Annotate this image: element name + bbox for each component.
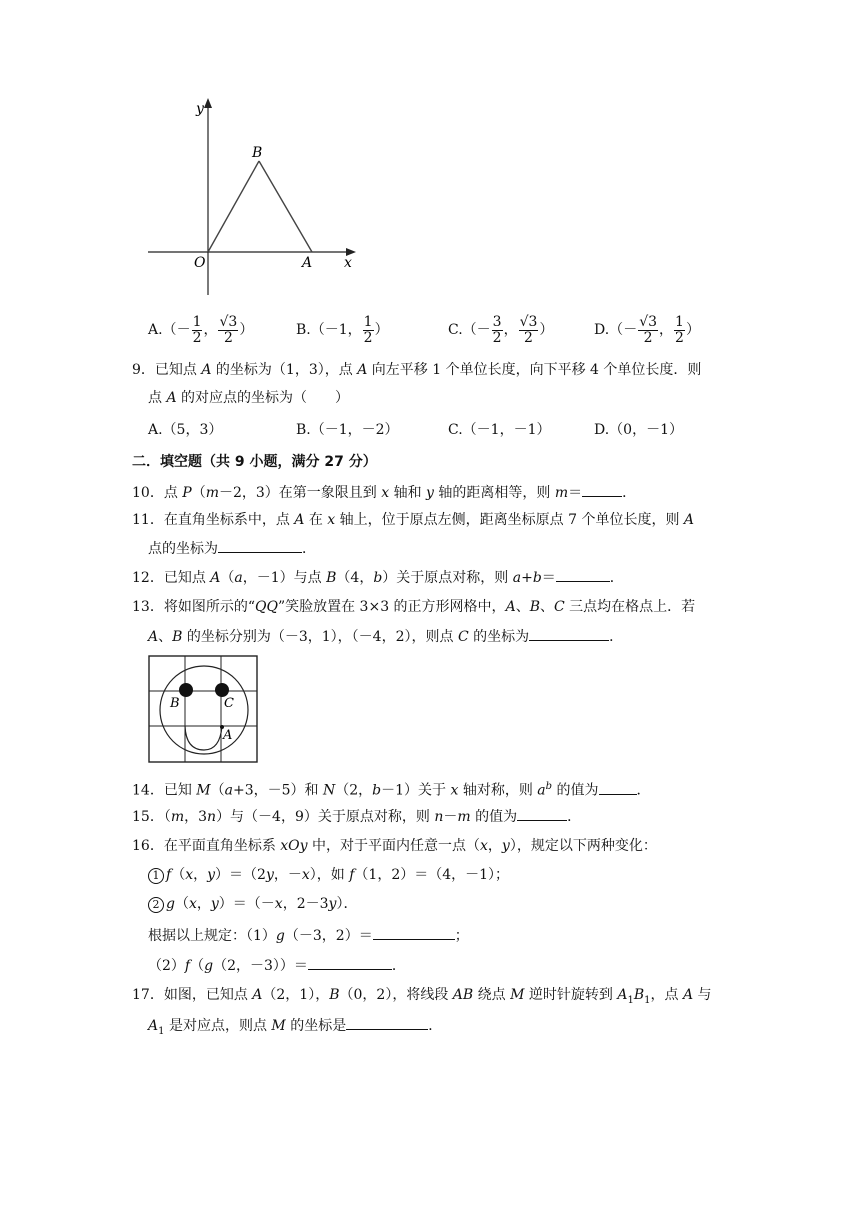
q16-line-1: 16．在平面直角坐标系 xOy 中，对于平面内任意一点（x，y），规定以下两种变化： [132, 838, 657, 854]
q9-option-b[interactable]: B.（－1，－2） [296, 422, 399, 438]
point-a-label: A [302, 255, 313, 271]
q11-line-2: 点的坐标为 ． [148, 538, 316, 559]
q13-line-2: A、B 的坐标分别为（－3，1），（－4，2），则点 C 的坐标为 ． [148, 626, 623, 647]
point-a-label: A [223, 728, 233, 743]
fraction: $\frac{1}{2}$ [363, 313, 373, 346]
answer-blank[interactable] [346, 1015, 428, 1030]
q9-line-1: 9．已知点 A 的坐标为（1，3），点 A 向左平移 1 个单位长度，向下平移 4 个单位长度．则 [132, 362, 702, 378]
q16-rule-2: 2 g（x，y）＝（－x，2－3y）． [148, 894, 357, 914]
q8-option-a[interactable]: A.（－ $\frac{1}{2}$ ， $\frac{√3}{2}$ ） [148, 313, 254, 346]
point-b-label: B [252, 145, 263, 161]
answer-blank[interactable] [308, 955, 392, 970]
q17-line-1: 17．如图，已知点 A（2，1），B（0，2），将线段 AB 绕点 M 逆时针旋转到 $A_1B_1$，点 A 与 [132, 987, 712, 1006]
q9-option-c[interactable]: C.（－1，－1） [448, 422, 551, 438]
y-axis-label: y [196, 101, 204, 117]
smiley-grid-figure [148, 655, 260, 765]
q16-rule-1: 1 f（x，y）＝（2y，－x），如 f（1，2）＝（4，－1）； [148, 865, 509, 885]
q13-line-1: 13．将如图所示的“QQ”笑脸放置在 3×3 的正方形网格中，A、B、C 三点均在格点上．若 [132, 599, 696, 615]
section-heading: 二．填空题（共 9 小题，满分 27 分） [132, 454, 377, 470]
fraction: $\frac{√3}{2}$ [219, 313, 238, 346]
q9-option-a[interactable]: A.（5，3） [148, 422, 223, 438]
answer-blank[interactable] [218, 538, 302, 553]
fraction: $\frac{1}{2}$ [675, 313, 684, 346]
q8-option-d[interactable]: D.（－ $\frac{√3}{2}$ ， $\frac{1}{2}$ ） [594, 313, 700, 346]
point-c-label: C [224, 696, 234, 711]
fraction: $\frac{√3}{2}$ [639, 313, 658, 346]
fraction: $\frac{√3}{2}$ [519, 313, 538, 346]
q9-line-2: 点 A 的对应点的坐标为（ ） [148, 390, 350, 406]
q10-text: 10．点 P（m－2，3）在第一象限且到 x 轴和 y 轴的距离相等，则 m＝ ． [132, 482, 636, 503]
x-axis-label: x [344, 255, 352, 271]
q12-text: 12．已知点 A（a，－1）与点 B（4，b）关于原点对称，则 a+b＝ ． [132, 567, 624, 588]
q14-text: 14．已知 M（a+3，－5）和 N（2，b－1）关于 x 轴对称，则 $a^b$ 的值为 ． [132, 781, 651, 799]
triangle-coordinate-figure [140, 95, 370, 305]
q15-text: 15．（m，3n）与（－4，9）关于原点对称，则 n－m 的值为 ． [132, 806, 581, 827]
q16-part-1: 根据以上规定：（1）g（－3，2）＝ ； [148, 925, 469, 946]
q9-option-d[interactable]: D.（0，－1） [594, 422, 683, 438]
answer-blank[interactable] [556, 567, 610, 582]
point-b-label: B [170, 696, 180, 711]
q16-part-2: （2）f（g（2，－3））＝ ． [148, 955, 406, 976]
q11-line-1: 11．在直角坐标系中，点 A 在 x 轴上，位于原点左侧，距离坐标原点 7 个单位长度，则 A [132, 512, 695, 528]
answer-blank[interactable] [373, 925, 455, 940]
q17-line-2: $A_1$ 是对应点，则点 M 的坐标是 ． [148, 1015, 442, 1042]
origin-label: O [194, 255, 206, 271]
q8-option-c[interactable]: C.（－ $\frac{3}{2}$ ， $\frac{√3}{2}$ ） [448, 313, 554, 346]
fraction: $\frac{1}{2}$ [192, 313, 202, 346]
answer-blank[interactable] [529, 626, 609, 641]
answer-blank[interactable] [582, 482, 622, 497]
fraction: $\frac{3}{2}$ [492, 313, 502, 346]
q8-option-b[interactable]: B.（－1， $\frac{1}{2}$ ） [296, 313, 389, 346]
answer-blank[interactable] [599, 780, 637, 795]
answer-blank[interactable] [517, 806, 567, 821]
